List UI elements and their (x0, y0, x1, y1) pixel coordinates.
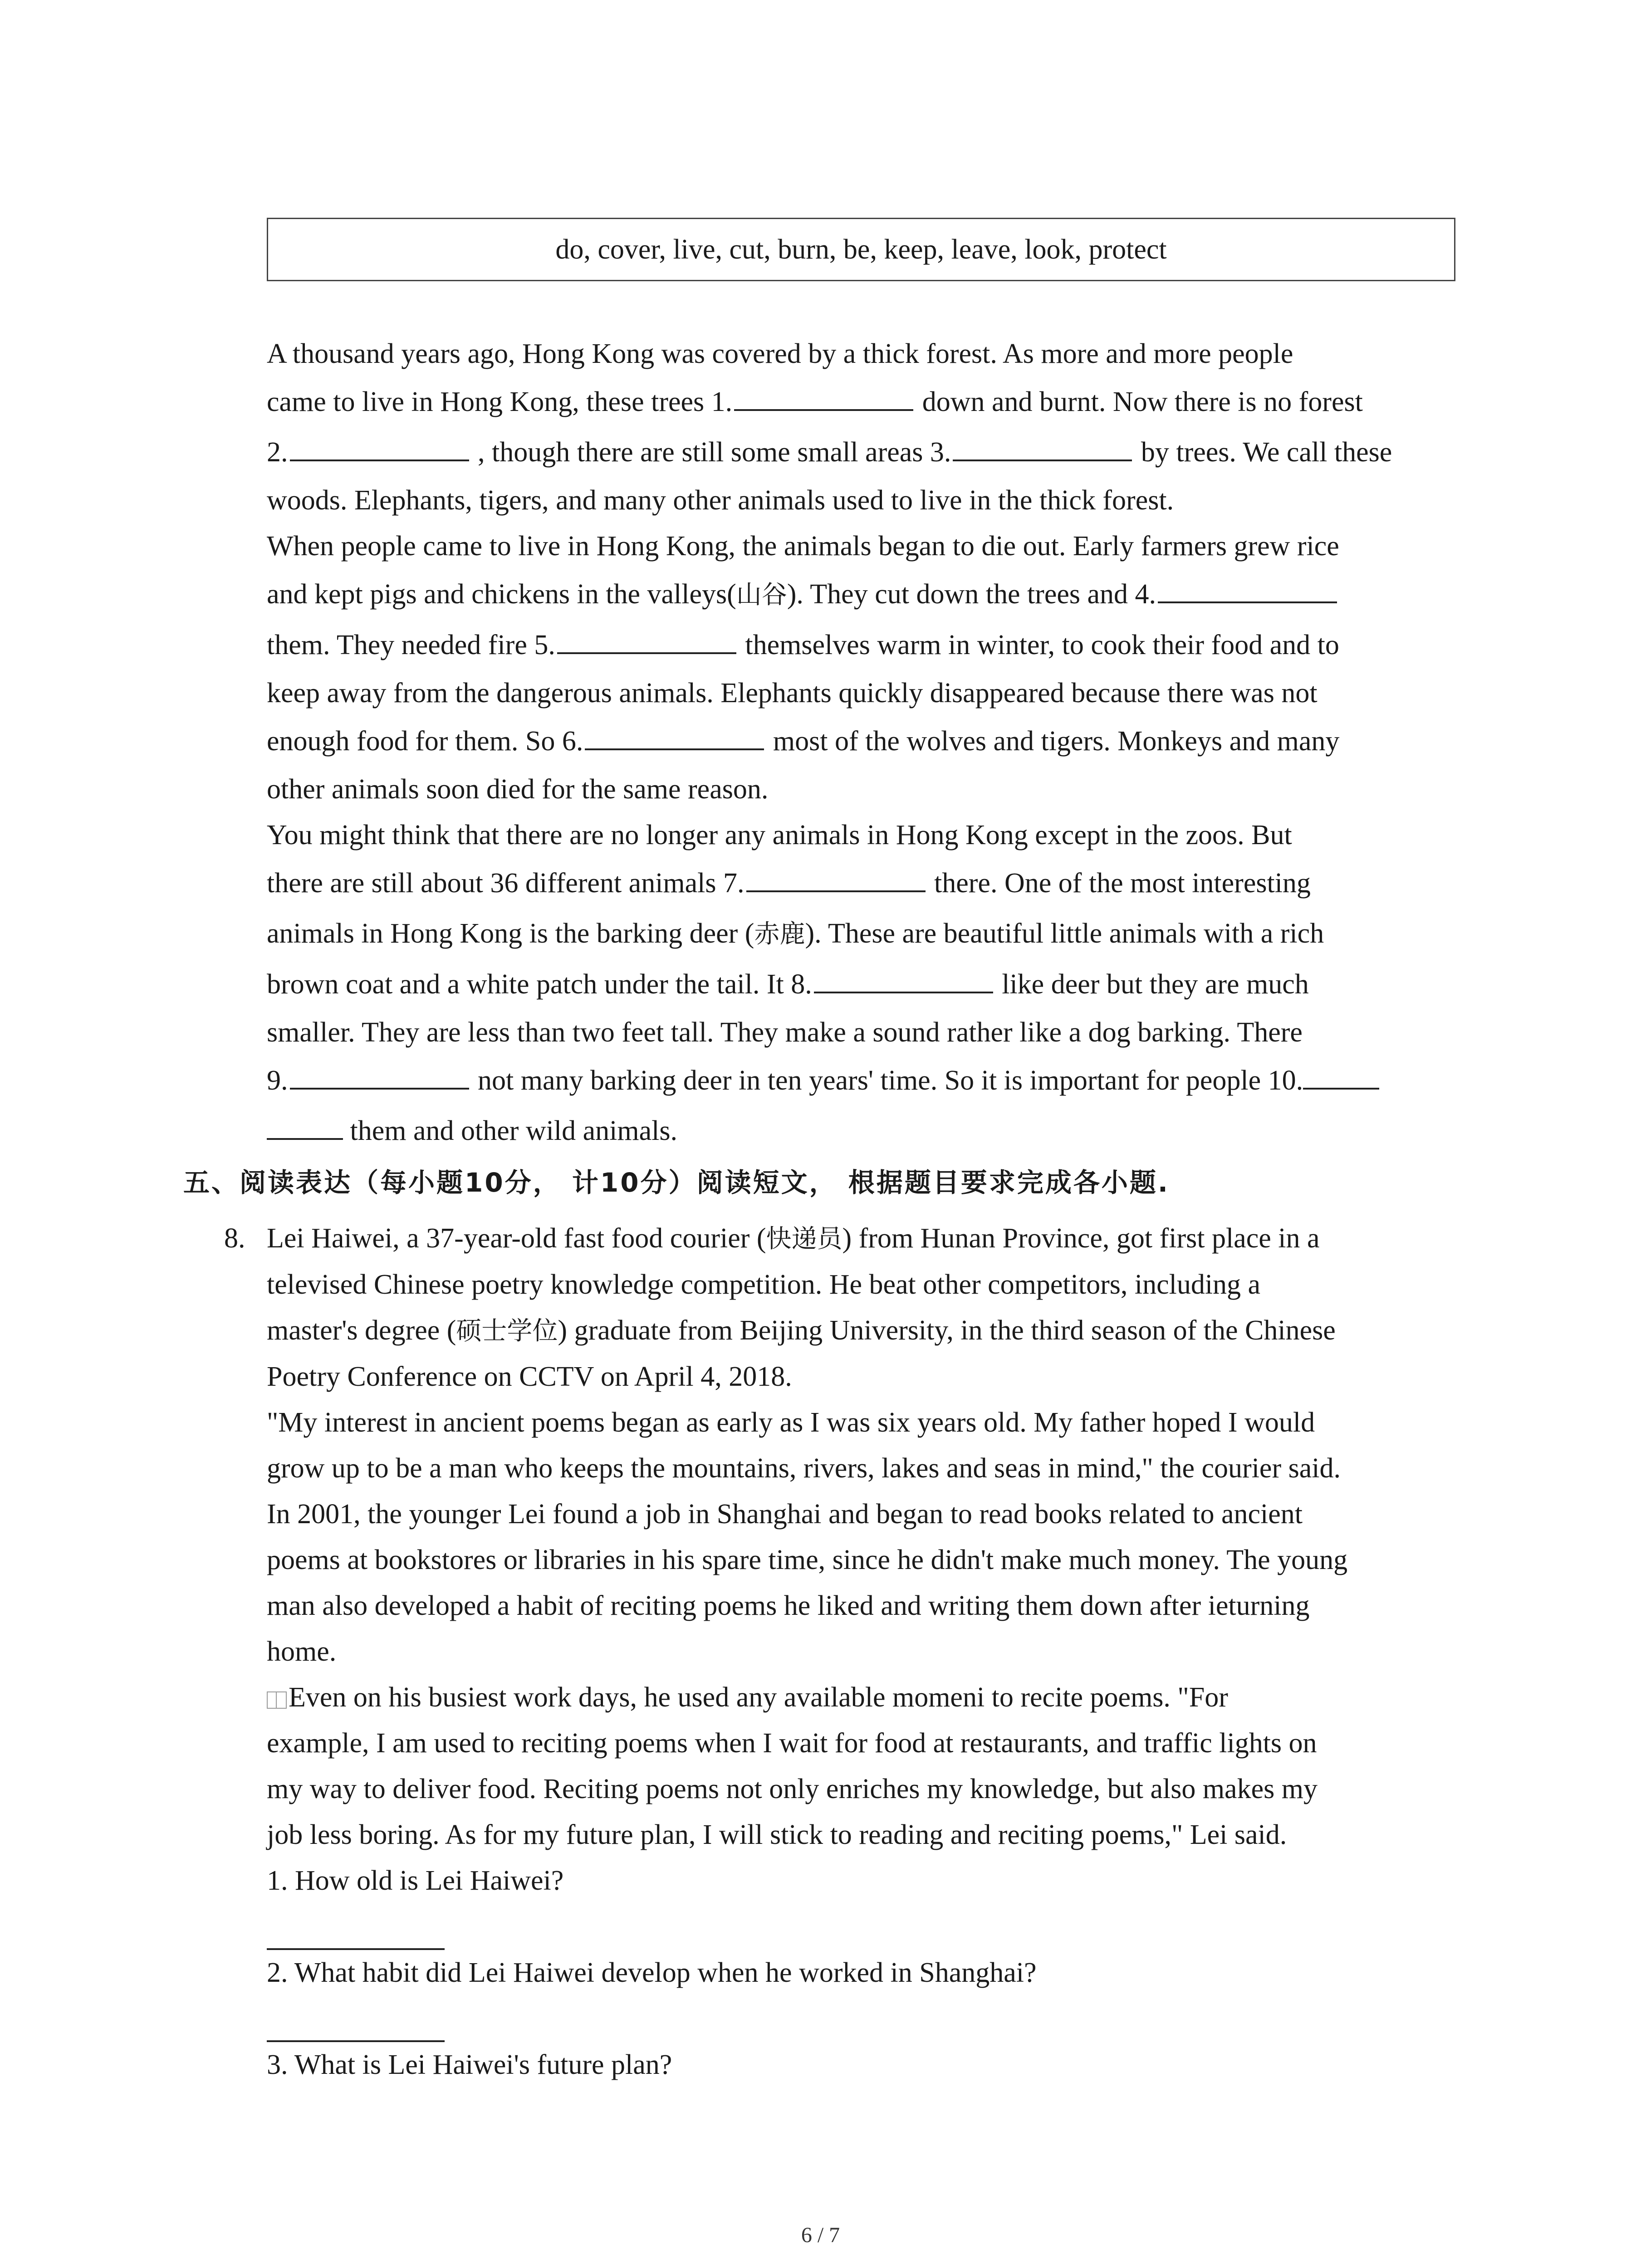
reading-line (267, 1812, 1460, 1858)
reading-line (267, 1400, 1460, 1446)
reading-text: ) graduate from Beijing University, in the third season of the Chinese (558, 1315, 1336, 1346)
reading-text: televised Chinese poetry knowledge competition. He beat other competitors, including a (267, 1269, 1261, 1300)
passage-text: like deer but they are much (994, 969, 1309, 1000)
blank-9[interactable] (290, 1060, 469, 1090)
passage-line (267, 1056, 1455, 1106)
question-text: 1. How old is Lei Haiwei? (267, 1865, 564, 1896)
passage-text: them. They needed fire 5. (267, 630, 555, 660)
passage-text: 2. (267, 437, 288, 468)
answer-line-2[interactable] (267, 1996, 445, 2042)
blank-2[interactable] (290, 431, 469, 461)
sub-question-3 (267, 2042, 1460, 2088)
reading-line (267, 1216, 1460, 1262)
passage-text: there. One of the most interesting (927, 868, 1311, 899)
reading-line (267, 1721, 1460, 1766)
sub-question-2 (267, 1950, 1460, 1996)
cloze-passage (267, 331, 1455, 1156)
passage-line (267, 767, 1455, 812)
passage-line (267, 909, 1455, 959)
placeholder-box-icon (267, 1691, 287, 1709)
passage-line (267, 670, 1455, 716)
reading-text: "My interest in ancient poems began as early as I was six years old. My father hoped I would (267, 1407, 1315, 1438)
passage-line (267, 1106, 1455, 1156)
passage-text: there are still about 36 different animals 7. (267, 868, 745, 899)
passage-line (267, 620, 1455, 670)
passage-line (267, 858, 1455, 909)
reading-text: Poetry Conference on CCTV on April 4, 2018. (267, 1361, 792, 1392)
passage-text: You might think that there are no longer any animals in Hong Kong except in the zoos. But (267, 820, 1292, 850)
passage-text: woods. Elephants, tigers, and many other animals used to live in the thick forest. (267, 485, 1174, 516)
passage-text: When people came to live in Hong Kong, the animals began to die out. Early farmers grew rice (267, 531, 1339, 562)
reading-text: example, I am used to reciting poems when I wait for food at restaurants, and traffic lights on (267, 1728, 1317, 1759)
reading-line (267, 1583, 1460, 1629)
passage-line (267, 959, 1455, 1010)
blank-10-part-b[interactable] (267, 1110, 343, 1140)
reading-text: Lei Haiwei, a 37-year-old fast food courier ( (267, 1223, 766, 1254)
blank-4[interactable] (1158, 573, 1337, 603)
blank-1[interactable] (734, 381, 913, 411)
blank-6[interactable] (585, 720, 764, 750)
passage-line (267, 331, 1455, 377)
word-bank-box (267, 218, 1455, 281)
passage-line (267, 523, 1455, 569)
reading-text: job less boring. As for my future plan, I will stick to reading and reciting poems," Lei said. (267, 1819, 1287, 1850)
passage-line (267, 427, 1455, 478)
question-text: 3. What is Lei Haiwei's future plan? (267, 2049, 672, 2080)
reading-text: home. (267, 1636, 337, 1667)
passage-text: ). They cut down the trees and 4. (787, 579, 1156, 610)
chinese-gloss: 硕士学位 (456, 1316, 558, 1346)
blank-10-part-a[interactable] (1303, 1060, 1379, 1090)
reading-text: my way to deliver food. Reciting poems not only enriches my knowledge, but also makes my (267, 1774, 1318, 1804)
reading-line (267, 1675, 1460, 1721)
reading-text: ) from Hunan Province, got first place in a (842, 1223, 1320, 1254)
passage-text: by trees. We call these (1134, 437, 1392, 468)
passage-text: keep away from the dangerous animals. Elephants quickly disappeared because there was not (267, 678, 1318, 709)
passage-text: came to live in Hong Kong, these trees 1. (267, 386, 733, 417)
chinese-gloss: 山谷 (736, 580, 787, 610)
reading-line (267, 1537, 1460, 1583)
reading-line (267, 1766, 1460, 1812)
reading-line (267, 1446, 1460, 1491)
page-number: 6 / 7 (801, 2223, 840, 2247)
passage-text: them and other wild animals. (343, 1115, 677, 1146)
blank-5[interactable] (557, 624, 736, 654)
passage-line (267, 812, 1455, 858)
reading-text: poems at bookstores or libraries in his spare time, since he didn't make much money. The young (267, 1545, 1348, 1575)
section-heading: 五、阅读表达（每小题10分， 计10分）阅读短文， 根据题目要求完成各小题. (183, 1167, 1170, 1198)
reading-text: Even on his busiest work days, he used any available momeni to recite poems. "For (289, 1682, 1228, 1713)
passage-text: 9. (267, 1065, 288, 1096)
chinese-gloss: 快递员 (766, 1224, 843, 1254)
passage-line (267, 478, 1455, 523)
passage-line (267, 1010, 1455, 1056)
reading-line (267, 1308, 1460, 1354)
reading-line (267, 1262, 1460, 1308)
question-text: 2. What habit did Lei Haiwei develop when he worked in Shanghai? (267, 1957, 1037, 1988)
passage-line (267, 716, 1455, 767)
answer-line-1[interactable] (267, 1904, 445, 1950)
passage-text: smaller. They are less than two feet tall. They make a sound rather like a dog barking. There (267, 1017, 1303, 1048)
passage-text: animals in Hong Kong is the barking deer ( (267, 918, 754, 949)
chinese-gloss: 赤鹿 (754, 919, 805, 949)
blank-7[interactable] (746, 862, 926, 892)
question-8-body (267, 1216, 1460, 2088)
reading-line (267, 1629, 1460, 1675)
passage-text: other animals soon died for the same reason. (267, 774, 769, 805)
cloze-section (267, 218, 1455, 1156)
passage-text: and kept pigs and chickens in the valleys( (267, 579, 736, 610)
passage-text: most of the wolves and tigers. Monkeys and many (766, 726, 1340, 757)
passage-text: enough food for them. So 6. (267, 726, 583, 757)
question-number: 8. (224, 1223, 245, 1254)
passage-text: brown coat and a white patch under the tail. It 8. (267, 969, 812, 1000)
passage-text: not many barking deer in ten years' time. So it is important for people 10. (470, 1065, 1303, 1096)
passage-text: down and burnt. Now there is no forest (915, 386, 1363, 417)
reading-text: master's degree ( (267, 1315, 456, 1346)
reading-text: grow up to be a man who keeps the mountains, rivers, lakes and seas in mind," the courier said. (267, 1453, 1341, 1484)
passage-text: themselves warm in winter, to cook their food and to (738, 630, 1339, 660)
sub-question-1 (267, 1858, 1460, 1904)
passage-text: , though there are still some small areas 3. (470, 437, 951, 468)
reading-line (267, 1354, 1460, 1400)
passage-text: A thousand years ago, Hong Kong was covered by a thick forest. As more and more people (267, 338, 1293, 369)
blank-3[interactable] (953, 431, 1132, 461)
blank-8[interactable] (814, 963, 993, 993)
word-bank-text: do, cover, live, cut, burn, be, keep, leave, look, protect (555, 234, 1167, 265)
reading-text: man also developed a habit of reciting poems he liked and writing them down after ieturning (267, 1590, 1310, 1621)
reading-text: In 2001, the younger Lei found a job in Shanghai and began to read books related to ancient (267, 1499, 1303, 1530)
passage-line (267, 569, 1455, 620)
passage-line (267, 377, 1455, 427)
passage-text: ). These are beautiful little animals with a rich (805, 918, 1324, 949)
reading-line (267, 1491, 1460, 1537)
